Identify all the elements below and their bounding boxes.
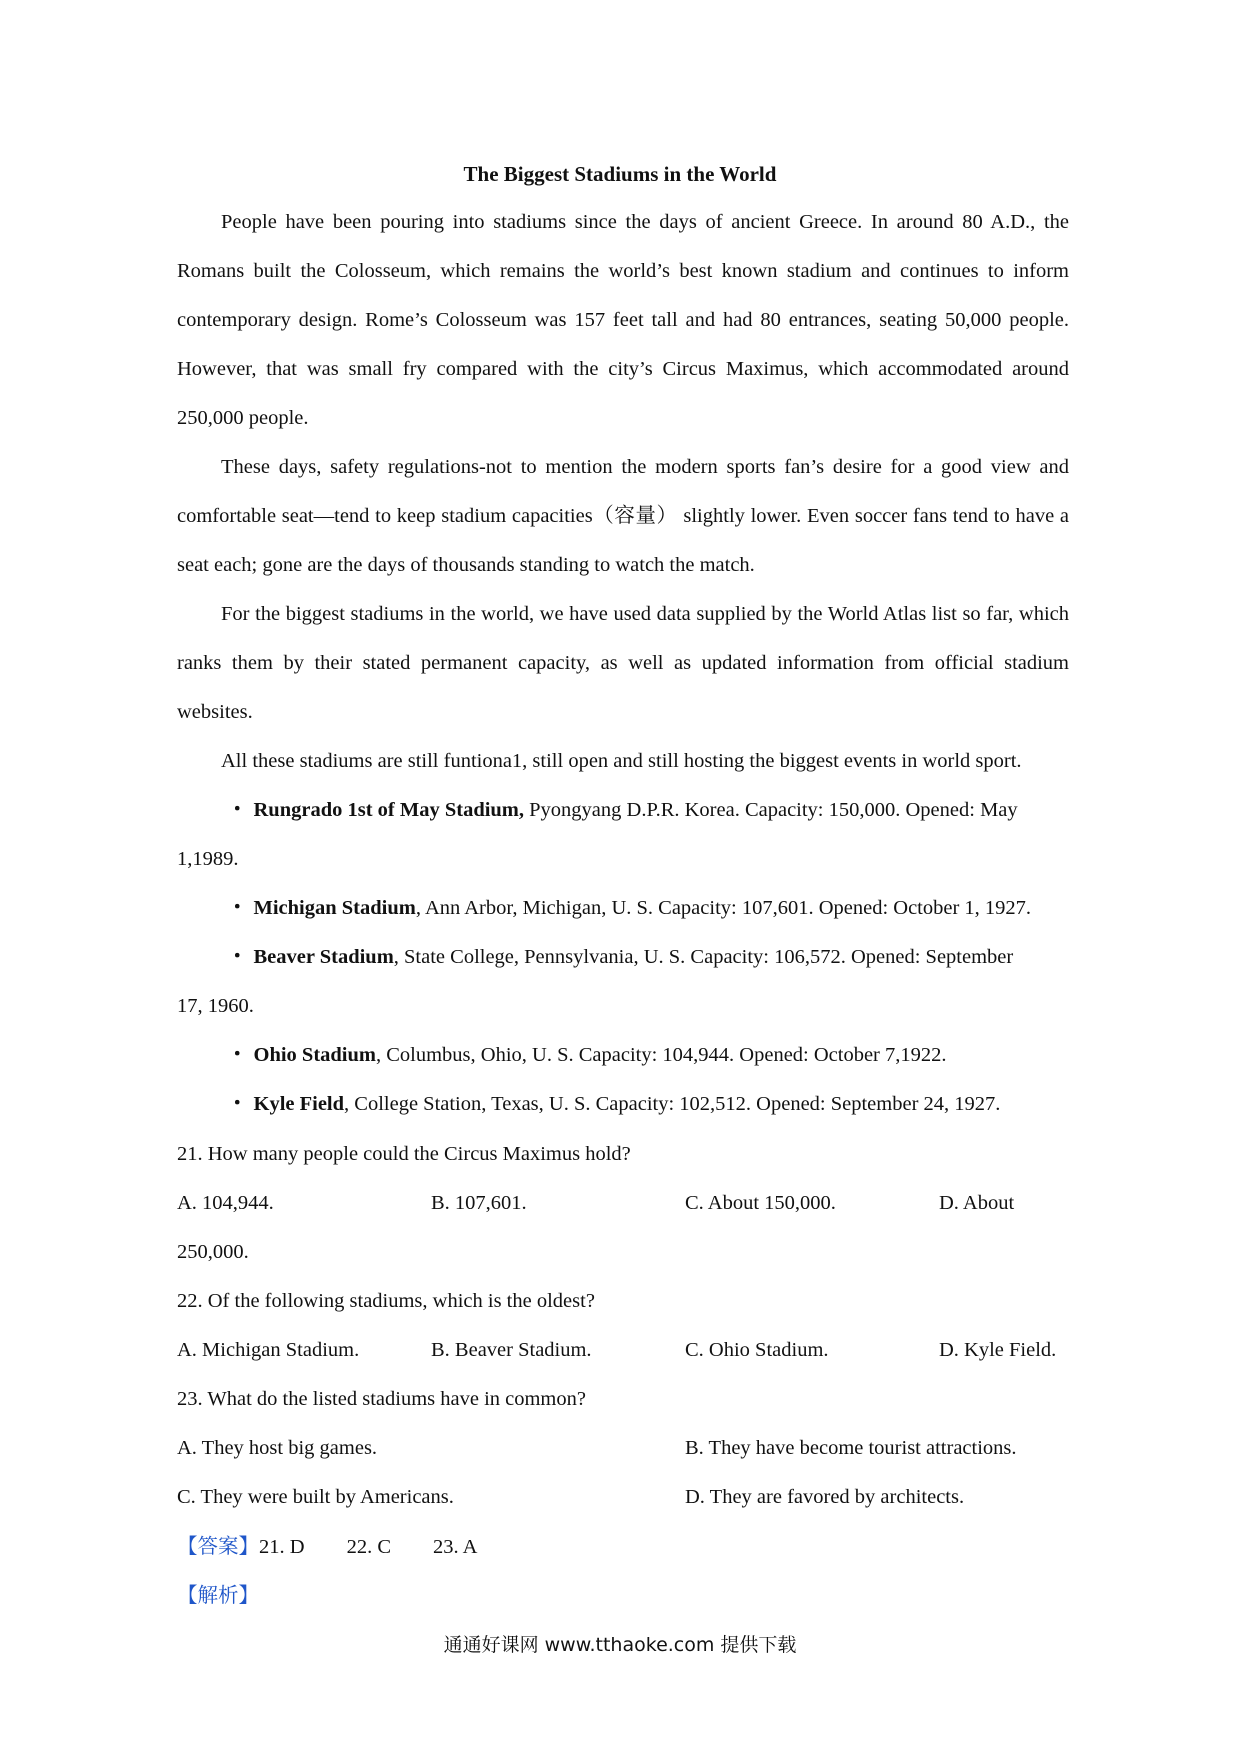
question-22-stem: 22. Of the following stadiums, which is the oldest? [177, 1290, 595, 1312]
question-23-option-b: B. They have become tourist attractions. [685, 1437, 1017, 1459]
stadium-name: Beaver Stadium [253, 946, 394, 968]
page-footer: 通通好课网 www.tthaoke.com 提供下载 [443, 1634, 797, 1656]
stadium-item [227, 1031, 1069, 1080]
question-22-option-b: B. Beaver Stadium. [431, 1339, 592, 1361]
answer-label: 【答案】 [177, 1534, 259, 1558]
question-21-stem: 21. How many people could the Circus Maximus hold? [177, 1143, 631, 1165]
stadium-detail: , State College, Pennsylvania, U. S. Capacity: 106,572. Opened: September [393, 946, 1014, 968]
stadium-item [227, 884, 1069, 933]
paragraph-2: These days, safety regulations-not to mention the modern sports fan’s desire for a good view and comfortable seat—tend to keep stadium capacities（容量） slightly lower. Even soccer fans tend to have a seat each; gone are the days of thousands standing to watch the match. [177, 456, 1069, 576]
stadium-detail: , College Station, Texas, U. S. Capacity: 102,512. Opened: September 24, 1927. [344, 1093, 1001, 1115]
question-22-option-c: C. Ohio Stadium. [685, 1339, 829, 1361]
bullet-dot: ・ [227, 799, 248, 821]
question-23-option-d: D. They are favored by architects. [685, 1486, 965, 1508]
analysis-label: 【解析】 [177, 1583, 259, 1607]
article-title: The Biggest Stadiums in the World [463, 162, 777, 186]
answer-item: 22. C [346, 1536, 391, 1558]
answer-item: 21. D [259, 1536, 305, 1558]
paragraph-4: All these stadiums are still funtiona1, still open and still hosting the biggest events in world sport. [221, 750, 1022, 772]
bullet-dot: ・ [227, 1044, 248, 1066]
paragraph-1: People have been pouring into stadiums since the days of ancient Greece. In around 80 A.D., the Romans built the Colosseum, which remains the world’s best known stadium and continues to inform contemporary design. Rome’s Colosseum was 157 feet tall and had 80 entrances, seating 50,000 people. However, that was small fry compared with the city’s Circus Maximus, which accommodated around 250,000 people. [177, 211, 1069, 429]
question-22-option-d: D. Kyle Field. [939, 1339, 1057, 1361]
question-21-option-c: C. About 150,000. [685, 1192, 836, 1214]
paragraph-3: For the biggest stadiums in the world, we have used data supplied by the World Atlas list so far, which ranks them by their stated permanent capacity, as well as updated information from official stadium websites. [177, 603, 1069, 723]
stadium-detail: Pyongyang D.P.R. Korea. Capacity: 150,000. Opened: May [524, 799, 1018, 821]
question-22-option-a: A. Michigan Stadium. [177, 1339, 360, 1361]
stadium-detail-continued: 1,1989. [177, 848, 239, 870]
question-21-option-d: D. About [939, 1192, 1015, 1214]
question-23-option-c: C. They were built by Americans. [177, 1486, 454, 1508]
stadium-name: Ohio Stadium [253, 1044, 376, 1066]
stadium-name: Kyle Field [253, 1093, 345, 1115]
question-23-stem: 23. What do the listed stadiums have in common? [177, 1388, 586, 1410]
stadium-detail: , Columbus, Ohio, U. S. Capacity: 104,944. Opened: October 7,1922. [375, 1044, 947, 1066]
answer-line [177, 1531, 477, 1562]
question-23-option-a: A. They host big games. [177, 1437, 378, 1459]
stadium-name: Michigan Stadium [253, 897, 416, 919]
stadium-detail: , Ann Arbor, Michigan, U. S. Capacity: 107,601. Opened: October 1, 1927. [415, 897, 1032, 919]
stadium-name: Rungrado 1st of May Stadium, [253, 799, 525, 821]
bullet-dot: ・ [227, 1093, 248, 1115]
stadium-item [227, 786, 1069, 835]
question-21-option-a: A. 104,944. [177, 1192, 274, 1214]
bullet-dot: ・ [227, 946, 248, 968]
question-21-option-d-continued: 250,000. [177, 1241, 249, 1263]
stadium-detail-continued: 17, 1960. [177, 995, 254, 1017]
stadium-item [227, 1080, 1069, 1129]
question-21-option-b: B. 107,601. [431, 1192, 527, 1214]
stadium-item [227, 933, 1069, 982]
answer-item: 23. A [433, 1536, 478, 1558]
bullet-dot: ・ [227, 897, 248, 919]
analysis-line [177, 1580, 259, 1611]
